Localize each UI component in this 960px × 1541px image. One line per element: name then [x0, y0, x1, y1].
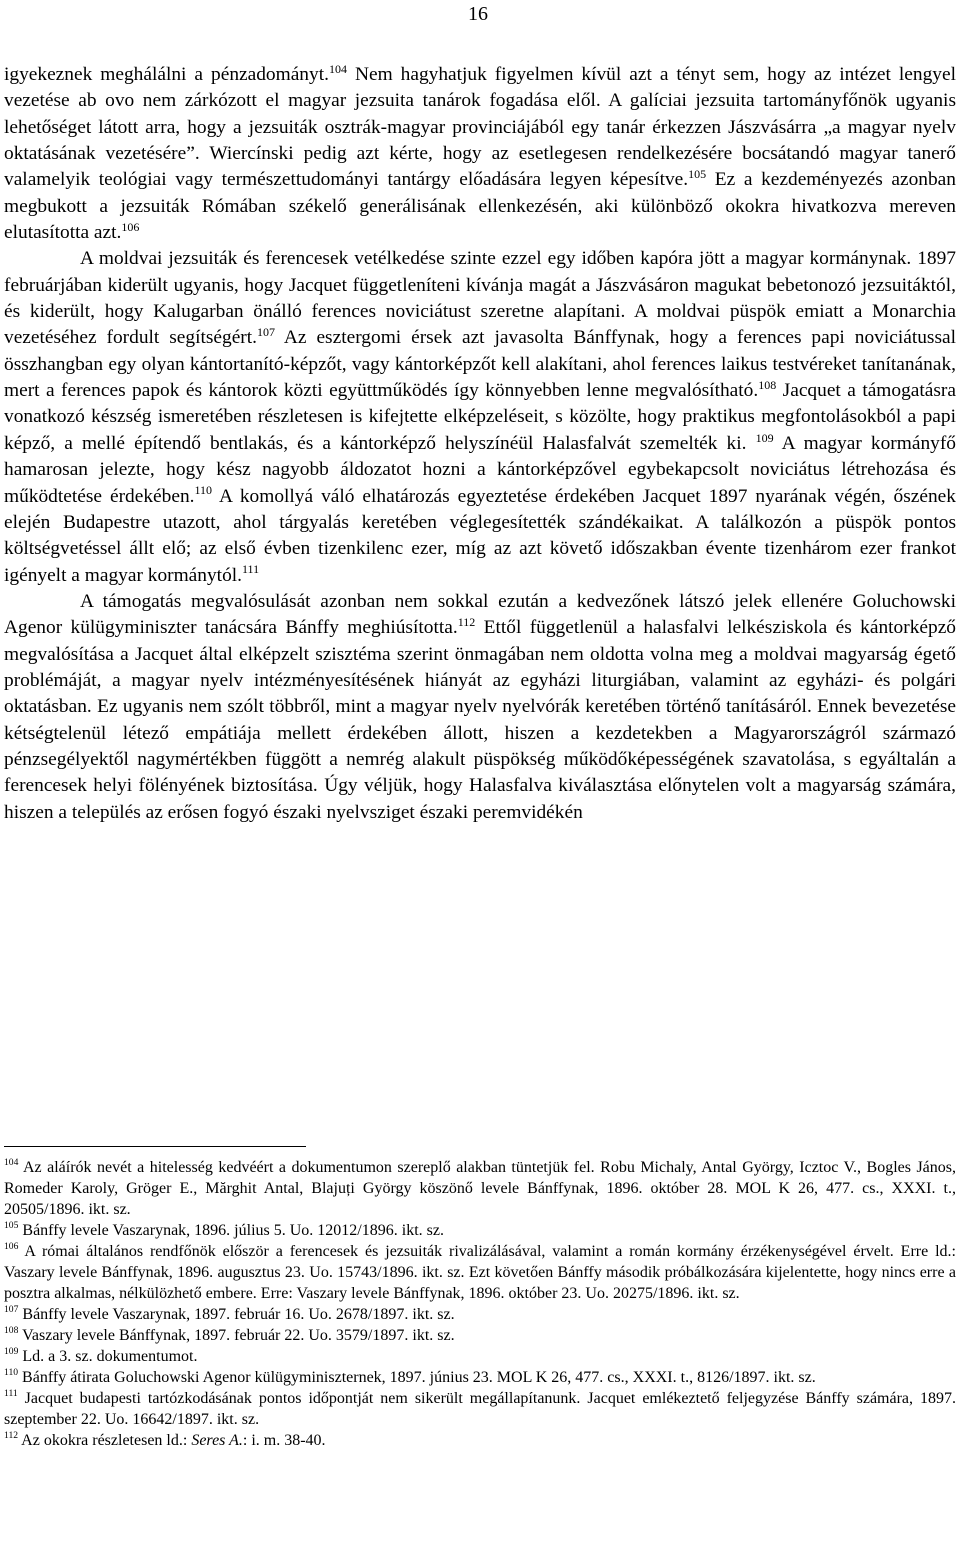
text-run: Jacquet budapesti tartózkodásának pontos időpontját nem sikerült megállapítanunk. Jacquet emlékeztető feljegyzése Bánffy számára, 1897. szeptember 22. Uo. 16642/1897. ikt. sz.	[4, 1390, 956, 1428]
footnote-ref: 104	[328, 61, 347, 76]
text-run: A komollyá váló elhatározás egyeztetése érdekében Jacquet 1897 nyarának végén, őszének elején Budapestre utazott, ahol tárgyalás keretében véglegesítették szándékaikat. A találkozón a püspök pontos költségvetéssel állt elő; az első évben tizenkilenc ezer, míg az azt követő időszakban évente tizenhárom ezer frankot igényelt a magyar kormánytól.	[4, 485, 956, 586]
text-run: Ez a kezdeményezés azonban megbukott a jezsuiták Rómában székelő generálisának ellenkezésén, aki különböző okokra hivatkozva mereven elutasította azt.	[4, 169, 956, 244]
text-run: Bánffy levele Vaszarynak, 1896. július 5. Uo. 12012/1896. ikt. sz.	[18, 1222, 444, 1239]
footnote-number: 104	[4, 1157, 19, 1169]
footnote	[4, 1241, 956, 1304]
text-run: Jacquet a támogatásra vonatkozó készség ismeretében részletesen is kifejtette elképzeléseit, s közölte, hogy praktikus megfontolásokból a papi képző, a mellé építendő bentlakás, és a kántorképző helyszínéül Halasfalvát szemelték ki.	[4, 380, 956, 454]
footnote-ref: 106	[121, 219, 140, 234]
footnote-number: 111	[4, 1388, 18, 1400]
text-run: Vaszary levele Bánffynak, 1897. február 22. Uo. 3579/1897. ikt. sz.	[18, 1327, 455, 1344]
footnote	[4, 1325, 956, 1346]
footnote-ref: 110	[194, 483, 213, 498]
footnote	[4, 1367, 956, 1388]
footnote	[4, 1346, 956, 1367]
text-run: : i. m. 38-40.	[242, 1432, 326, 1449]
footnote	[4, 1304, 956, 1325]
text-run: Ettől függetlenül a halasfalvi lelkésziskola és kántorképző megvalósítása a Jacquet által elképzelt szisztéma szerint önmagában nem oldotta volna meg a moldvai magyarság égető problémáját, a magyar nyelv intézményesítésének hiányát az egyházi liturgiában, valamint az egyházi- és polgári oktatásban. Ez ugyanis nem szólt többről, mint a magyar nyelv nyelvórák keretében történő tanításáról. Ennek bevezetése kétségtelenül létező empátiája mellett érdekében állott, hiszen a kezdetekben a Magyarországról származó pénzsegélyektől nagymértékben függött a nemrég alakult püspökség működőképességének szavatolása, s egyáltalán a ferencesek helyi fölényének biztosítása. Úgy véljük, hogy Halasfalva kiválasztása előnytelen volt a magyarság számára, hiszen a település az erősen fogyó északi nyelvsziget északi peremvidékén	[4, 617, 956, 823]
text-run: A római általános rendfőnök először a ferencesek és jezsuiták rivalizálásával, valamint a román kormány érzékenységével érvelt. Erre ld.: Vaszary levele Bánffynak, 1896. augusztus 23. Uo. 15743/1896. ikt. sz. Ezt követően Bánffy második próbálkozására kijelentette, hogy nincs erre a posztra alkalmas, nélkülözhető embere. Erre: Vaszary levele Bánffynak, 1896. október 23. Uo. 20275/1896. ikt. sz.	[4, 1243, 956, 1302]
footnotes	[4, 1157, 956, 1451]
footnote-separator	[4, 1146, 306, 1147]
text-run: Az esztergomi érsek azt javasolta Bánffynak, hogy a ferences papi noviciátussal összhangban egy olyan kántortanító-képzőt, vagy kántorképzőt kell alakítani, ahol ferences laikus testvéreket tanítanának, mert a ferences papok és kántorok közti együttműködés így könnyebben lenne megvalósítható.	[4, 327, 956, 402]
text-run: Bánffy levele Vaszarynak, 1897. február 16. Uo. 2678/1897. ikt. sz.	[18, 1306, 455, 1323]
footnote	[4, 1157, 956, 1220]
footnote-ref: 112	[457, 615, 476, 630]
text-run: igyekeznek meghálálni a pénzadományt.	[4, 64, 329, 85]
text-run: Az aláírók nevét a hitelesség kedvéért a dokumentumon szereplő alakban tüntetjük fel. Robu Michaly, Antal György, Icztoc V., Bogles János, Romeder Karoly, Gröger E., Mărghit Antal, Blajuți György köszönő levele Bánffynak, 1896. október 28. MOL K 26, 477. cs., XXXI. t., 20505/1896. ikt. sz.	[4, 1159, 956, 1218]
footnote-ref: 107	[257, 325, 276, 340]
text-run: A támogatás megvalósulását azonban nem sokkal ezután a kedvezőnek látszó jelek ellenére Goluchowski Agenor külügyminiszter tanácsára Bánffy meghiúsította.	[4, 590, 956, 639]
footnote-number: 106	[4, 1241, 19, 1253]
italic-text: Seres A.	[191, 1432, 243, 1449]
footnote-number: 107	[4, 1304, 19, 1316]
footnote-ref: 105	[688, 167, 707, 182]
text-run: Nem hagyhatjuk figyelmen kívül azt a tényt sem, hogy az intézet lengyel vezetése ab ovo nem zárkózott el magyar jezsuita tanárok fogadása elől. A galíciai jezsuita tartományfőnök ugyanis lehetőséget látott arra, hogy a jezsuiták osztrák-magyar provinciájából egy tanár érkezzen Jászvásárra „a magyar nyelv oktatásának vezetésére”. Wiercínski pedig azt kérte, hogy az esetlegesen rendelkezésére bocsátandó magyar tanerő valamelyik teológiai vagy természettudományi tantárgy előadására legyen képesítve.	[4, 64, 956, 191]
footnote	[4, 1220, 956, 1241]
text-run: Bánffy átirata Goluchowski Agenor külügyminiszternek, 1897. június 23. MOL K 26, 477. cs., XXXI. t., 8126/1897. ikt. sz.	[18, 1369, 816, 1386]
footnote-ref: 108	[758, 377, 777, 392]
paragraph	[4, 589, 956, 826]
text-run: Ld. a 3. sz. dokumentumot.	[18, 1348, 198, 1365]
footnote	[4, 1430, 956, 1451]
footnote-number: 110	[4, 1367, 19, 1379]
main-text	[4, 62, 956, 826]
page-number: 16	[468, 3, 488, 25]
footnote-ref: 109	[755, 430, 774, 445]
paragraph	[4, 246, 956, 588]
footnote	[4, 1388, 956, 1430]
paragraph	[4, 62, 956, 246]
footnote-number: 109	[4, 1346, 19, 1358]
text-run: A moldvai jezsuiták és ferencesek vetélkedése szinte ezzel egy időben kapóra jött a magyar kormánynak. 1897 februárjában kiderült ugyanis, hogy Jacquet függetleníteni kívánja magát a Jászvásáron magukat bebetonozó jezsuitáktól, és kiderült, hogy Kalugarban önálló ferences noviciátust szeretne alapítani. A moldvai püspök emiatt a Monarchia vezetéséhez fordult segítségért.	[4, 248, 956, 349]
footnote-number: 105	[4, 1220, 19, 1232]
footnote-ref: 111	[242, 562, 260, 577]
footnote-number: 108	[4, 1325, 19, 1337]
footnote-number: 112	[4, 1430, 19, 1442]
text-run: A magyar kormányfő hamarosan jelezte, hogy kész nagyobb áldozatot hozni a kántorképzővel egybekapcsolt noviciátus létrehozása és működtetése érdekében.	[4, 432, 956, 507]
text-run: Az okokra részletesen ld.:	[18, 1432, 192, 1449]
